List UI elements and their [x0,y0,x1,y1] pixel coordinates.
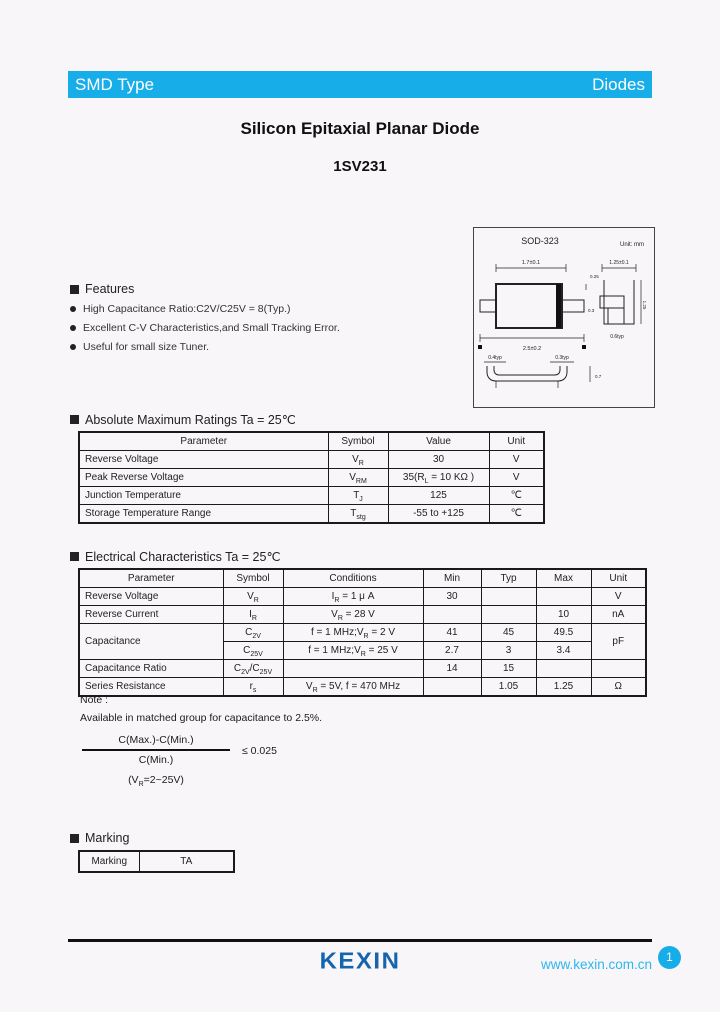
cell-conditions [283,660,423,678]
cell-parameter: Capacitance Ratio [79,660,223,678]
cell-typ: 3 [481,642,536,660]
cell-parameter: Reverse Current [79,606,223,624]
table-row [79,487,544,505]
section-bullet-icon [70,834,79,843]
cell-max: 1.25 [536,678,591,697]
table-row [79,678,646,697]
cell-conditions: $V_R = 5V$, f = 470 MHz [283,678,423,697]
page-title: Silicon Epitaxial Planar Diode [240,119,480,138]
abs-max-heading [70,412,296,427]
package-name: SOD-323 [521,236,559,246]
cell-min: 30 [423,588,481,606]
cell-parameter: Reverse Voltage [79,588,223,606]
cell-symbol: $r_s$ [223,678,283,697]
cell-typ: 15 [481,660,536,678]
cell-symbol: $C_{2V}$ [223,624,283,642]
cell-value: 125 [388,487,489,505]
cell-parameter: Series Resistance [79,678,223,697]
feature-item [70,303,460,315]
cell-unit: nA [591,606,646,624]
kexin-logo: KEXIN [319,948,401,975]
cell-symbol: $C_{25V}$ [223,642,283,660]
elec-heading-label: Electrical Characteristics Ta = 25℃ [85,550,281,564]
dim-total-width: 2.5±0.2 [522,346,542,352]
cell-parameter: Storage Temperature Range [79,505,328,524]
cell-typ [481,606,536,624]
cell-parameter: Junction Temperature [79,487,328,505]
cell-unit: ℃ [489,505,544,524]
header-right-label: Diodes [592,74,645,94]
dim-band: 0.25 [590,274,599,279]
cell-unit: ℃ [489,487,544,505]
cell-max: 49.5 [536,624,591,642]
dim-lead: 0.3 [588,308,595,313]
col-min: Min [423,569,481,588]
features-heading-label: Features [85,282,135,296]
elec-heading [70,549,280,564]
dim-body-width: 1.7±0.1 [521,260,541,266]
cell-symbol: $T_{stg}$ [328,505,388,524]
table-row [79,606,646,624]
note-label: Note : [80,694,109,706]
cell-min: 41 [423,624,481,642]
feature-text: Useful for small size Tuner. [83,341,210,353]
col-symbol: Symbol [223,569,283,588]
cell-value: $35(R_L = 10$ KΩ ) [388,469,489,487]
col-max: Max [536,569,591,588]
bullet-icon [70,344,76,350]
website-link[interactable]: www.kexin.com.cn [540,957,652,972]
dim-foot-left: 0.4typ [488,355,502,361]
cell-symbol: $V_R$ [328,451,388,469]
table-row [79,588,646,606]
section-bullet-icon [70,285,79,294]
cell-unit: Ω [591,678,646,697]
cell-unit: pF [591,624,646,660]
feature-item [70,341,460,353]
part-number: 1SV231 [333,158,387,175]
capacitance-formula [82,734,342,789]
cell-conditions: $I_R = 1$ μ A [283,588,423,606]
dim-side-width: 1.25±0.1 [609,260,629,266]
cell-max [536,660,591,678]
table-row [79,851,234,872]
col-typ: Typ [481,569,536,588]
cell-parameter: Reverse Voltage [79,451,328,469]
table-row [79,505,544,524]
section-bullet-icon [70,552,79,561]
features-heading [70,282,460,296]
cell-conditions: f = 1 $MHz;V_R = 25$ V [283,642,423,660]
table-header-row [79,432,544,451]
cell-min: 14 [423,660,481,678]
marking-heading-label: Marking [85,831,130,845]
formula-relation: ≤ 0.025 [242,745,277,757]
cell-value: 30 [388,451,489,469]
package-unit: Unit: mm [620,242,644,248]
table-row [79,660,646,678]
bullet-icon [70,325,76,331]
dim-foot-right: 0.3typ [555,355,569,361]
dim-side-height: 1.25 [642,300,647,310]
marking-table [78,850,235,873]
abs-max-table [78,431,545,524]
header-left-label: SMD Type [75,74,155,94]
package-drawing-box [473,227,655,408]
table-row [79,624,646,642]
cell-conditions: f = 1 $MHz;V_R = 2$ V [283,624,423,642]
cell-min [423,606,481,624]
formula-condition: $(V_R=2\sim 25V)$ [128,774,184,789]
cell-symbol: $V_R$ [223,588,283,606]
cell-unit: V [591,588,646,606]
col-parameter: Parameter [79,569,223,588]
col-conditions: Conditions [283,569,423,588]
page-number-badge: 1 [658,946,681,969]
table-row [79,451,544,469]
package-drawing [474,228,652,405]
elec-table [78,568,647,697]
cell-unit [591,660,646,678]
abs-max-heading-label: Absolute Maximum Ratings Ta = 25℃ [85,413,296,427]
cell-min: 2.7 [423,642,481,660]
col-unit: Unit [489,432,544,451]
cell-parameter: Capacitance [79,624,223,660]
cell-symbol: $I_R$ [223,606,283,624]
cell-min [423,678,481,697]
formula-numerator: C(Max.)-C(Min.) [82,734,230,751]
feature-text: Excellent C-V Characteristics,and Small Tracking Error. [83,322,340,334]
formula-denominator: C(Min.) [138,754,174,766]
cell-typ: 45 [481,624,536,642]
marking-value-cell: TA [139,851,234,872]
footer-divider [68,939,652,942]
section-bullet-icon [70,415,79,424]
cell-typ [481,588,536,606]
cell-symbol: $T_J$ [328,487,388,505]
dim-side-lead: 0.6typ [610,334,624,340]
col-unit: Unit [591,569,646,588]
bullet-icon [70,306,76,312]
cell-unit: V [489,469,544,487]
features-section [70,282,460,353]
feature-item [70,322,460,334]
cell-conditions: $V_R = 28$ V [283,606,423,624]
cell-max [536,588,591,606]
cell-symbol: $V_{RM}$ [328,469,388,487]
table-row [79,469,544,487]
header-bar [68,71,652,98]
marking-heading [70,831,129,845]
cell-parameter: Peak Reverse Voltage [79,469,328,487]
cell-value: -55 to +125 [388,505,489,524]
cell-max: 10 [536,606,591,624]
note-text: Available in matched group for capacitance to 2.5%. [80,712,323,724]
cell-max: 3.4 [536,642,591,660]
col-symbol: Symbol [328,432,388,451]
feature-text: High Capacitance Ratio:C2V/C25V = 8(Typ.) [83,303,291,315]
marking-label-cell: Marking [79,851,139,872]
cell-typ: 1.05 [481,678,536,697]
table-header-row [79,569,646,588]
col-parameter: Parameter [79,432,328,451]
col-value: Value [388,432,489,451]
cell-symbol: $C_{2V}/C_{25V}$ [223,660,283,678]
cell-unit: V [489,451,544,469]
dim-foot-height: 0.7 [595,374,602,379]
